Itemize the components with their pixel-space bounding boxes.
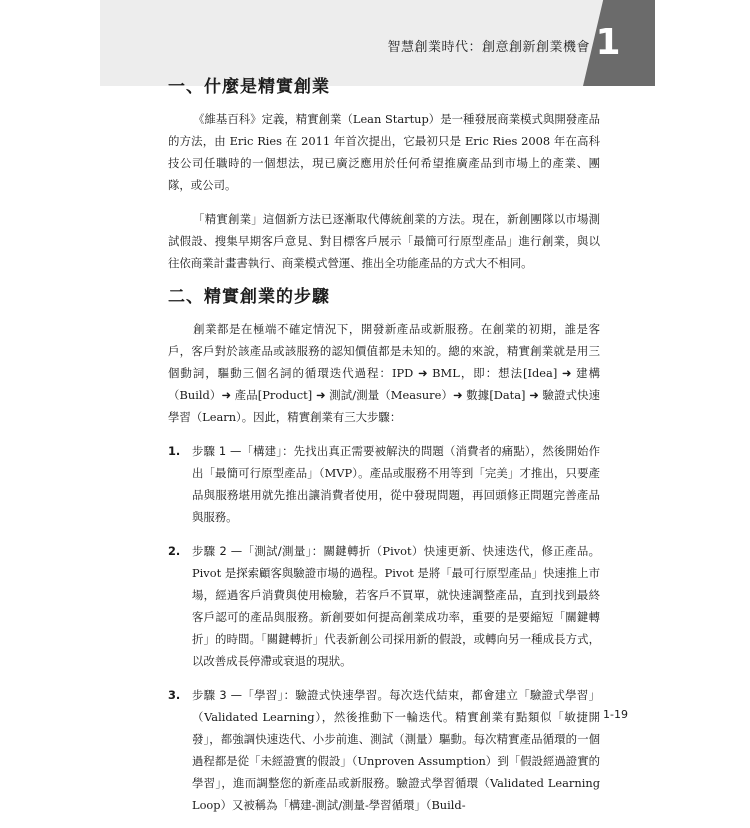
chapter-number: 1 [595, 22, 621, 63]
step-number: 1. [168, 444, 181, 458]
step-number: 2. [168, 544, 181, 558]
chapter-title: 智慧創業時代：創意創新創業機會 [387, 40, 590, 55]
paragraph: 創業都是在極端不確定情況下，開發新產品或新服務。在創業的初期，誰是客戶，客戶對於該產品或該服務的認知價值都是未知的。總的來說，精實創業就是用三個動詞，驅動三個名詞的循環迭代過程：IPD ➜ BML，即：想法[Idea] ➜ 建構（Build）➜ 產品[Product] ➜ 測試/測量（Measure）➜ 數據[Data] ➜ 驗證式快速學習（Learn）。因此，精實創業有三大步驟： [168, 322, 600, 424]
step-lead: 步驟 3 —「學習」： [192, 688, 296, 702]
step-item [168, 684, 600, 816]
step-item [168, 540, 600, 672]
step-text: 先找出真正需要被解決的問題（消費者的痛點），然後開始作出「最簡可行原型產品」（MVP）。產品或服務不用等到「完美」才推出，只要產品與服務堪用就先推出讓消費者使用，從中發現問題，再回頭修正問題完善產品與服務。 [192, 444, 600, 524]
step-text: 驗證式快速學習。每次迭代結束，都會建立「驗證式學習」（Validated Learning），然後推動下一輪迭代。精實創業有點類似「敏捷開發」，都強調快速迭代、小步前進、測試（測量）驅動。每次精實產品循環的一個過程都是從「未經證實的假設」（Unproven Assumption）到「假設經過證實的學習」，進而調整您的新產品或新服務。驗證式學習循環（Validated Learning Loop）又被稱為「構建-測試/測量-學習循環」（Build- [192, 688, 600, 812]
step-lead: 步驟 2 —「測試/測量」： [192, 544, 324, 558]
steps-list [168, 440, 600, 816]
section-heading-1: 一、什麼是精實創業 [168, 77, 330, 97]
section-heading-2: 二、精實創業的步驟 [168, 287, 330, 307]
step-number: 3. [168, 688, 181, 702]
page-number: 1-19 [603, 708, 628, 721]
step-text: 關鍵轉折（Pivot）快速更新、快速迭代，修正產品。Pivot 是探索顧客與驗證市場的過程。Pivot 是將「最可行原型產品」快速推上市場，經過客戶消費與使用檢驗，若客戶不買單，就快速調整產品，直到找到最終客戶認可的產品與服務。新創要如何提高創業成功率，重要的是要縮短「關鍵轉折」的時間。「關鍵轉折」代表新創公司採用新的假設，或轉向另一種成長方式，以改善成長停滯或衰退的現狀。 [192, 544, 600, 668]
step-lead: 步驟 1 —「構建」： [192, 444, 294, 458]
step-item [168, 440, 600, 528]
paragraph: 「精實創業」這個新方法已逐漸取代傳統創業的方法。現在，新創團隊以市場測試假設、搜集早期客戶意見、對目標客戶展示「最簡可行原型產品」進行創業，與以往依商業計畫書執行、商業模式營運、推出全功能產品的方式大不相同。 [168, 212, 600, 270]
paragraph: 《維基百科》定義，精實創業（Lean Startup）是一種發展商業模式與開發產品的方法，由 Eric Ries 在 2011 年首次提出，它最初只是 Eric Ries 2008 年在高科技公司任職時的一個想法，現已廣泛應用於任何希望推廣產品到市場上的產業、團隊，或公司。 [168, 112, 600, 192]
page-content [168, 68, 600, 828]
